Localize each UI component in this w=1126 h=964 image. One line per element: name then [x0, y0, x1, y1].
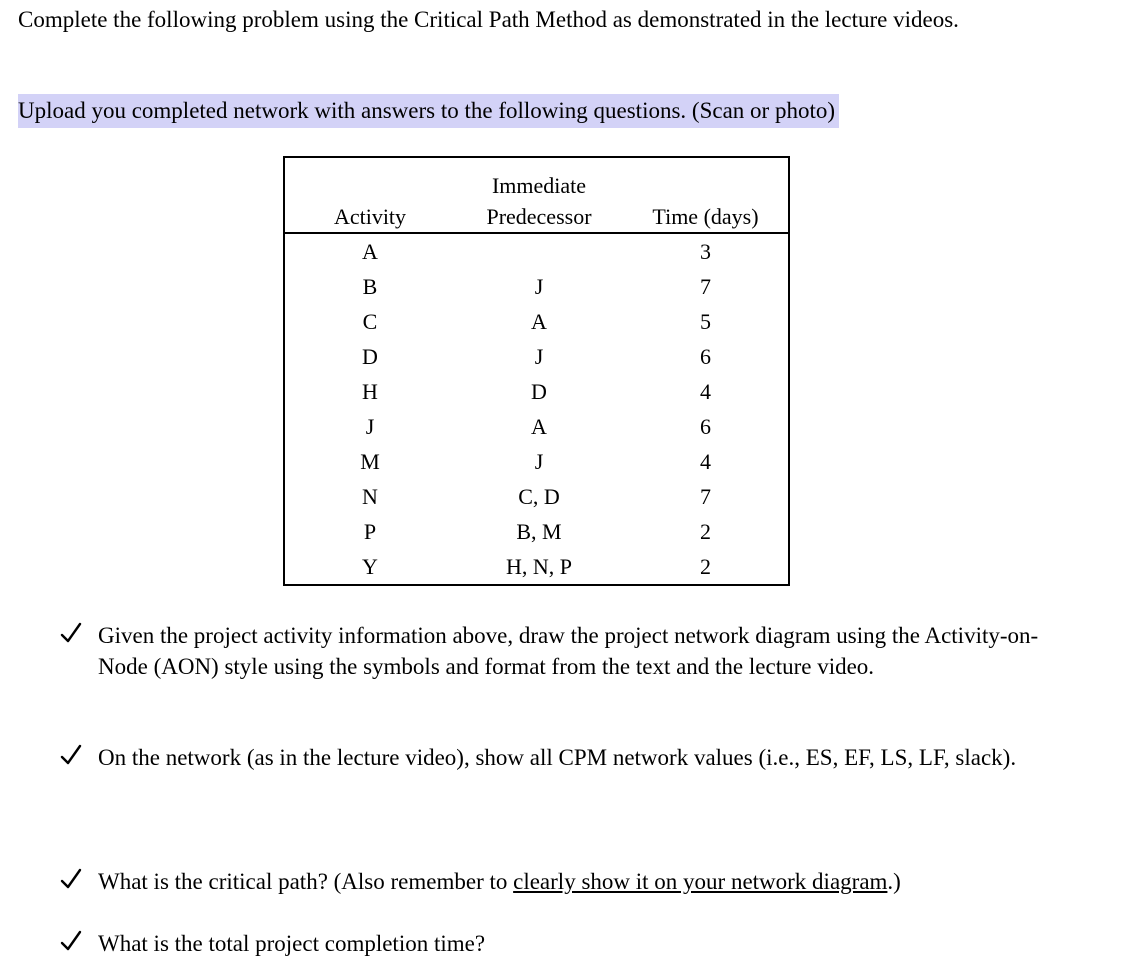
header-predecessor-line1: Immediate: [491, 173, 587, 198]
table-header-row: [285, 158, 788, 233]
cell-predecessor: C, D: [518, 484, 560, 509]
cell-predecessor: A: [531, 414, 547, 439]
header-predecessor-line2: Predecessor: [486, 204, 592, 229]
upload-instruction-highlight: Upload you completed network with answers to the following questions. (Scan or photo): [18, 94, 839, 128]
cell-predecessor: B, M: [516, 519, 562, 544]
header-predecessor: [455, 158, 623, 233]
cell-predecessor: J: [534, 449, 544, 474]
question-text-start: What is the critical path? (Also remember to: [98, 869, 514, 894]
cell-activity: A: [362, 239, 378, 264]
table-row: [285, 374, 788, 409]
cell-time: 4: [700, 379, 711, 404]
cell-activity: H: [362, 379, 378, 404]
underlined-emphasis: clearly show it on your network diagram: [513, 869, 888, 894]
question-text: On the network (as in the lecture video), show all CPM network values (i.e., ES, EF, LS, LF, slack).: [98, 745, 1017, 770]
table-row: [285, 514, 788, 549]
table-row: [285, 339, 788, 374]
cell-predecessor: [455, 233, 623, 269]
cell-predecessor: J: [534, 344, 544, 369]
question-text: [98, 866, 1058, 897]
cell-activity: B: [362, 274, 378, 299]
question-text: Given the project activity information above, draw the project network diagram using the Activity-on-Node (AON) style using the symbols and format from the text and the lecture video.: [98, 623, 1039, 679]
cell-predecessor: D: [531, 379, 547, 404]
cell-activity: D: [362, 344, 378, 369]
table-row: [285, 444, 788, 479]
cell-time: 5: [700, 309, 711, 334]
table-row: [285, 409, 788, 444]
header-activity-label: Activity: [333, 204, 407, 229]
table-row: [285, 233, 788, 269]
cell-time: 3: [700, 239, 711, 264]
cell-time: 7: [700, 274, 711, 299]
cell-time: 7: [700, 484, 711, 509]
checkmark-icon: [60, 742, 82, 768]
upload-instruction: [16, 94, 964, 128]
table-row: [285, 304, 788, 339]
question-text-end: .): [887, 869, 901, 894]
cell-time: 4: [700, 449, 711, 474]
cell-activity: C: [362, 309, 378, 334]
cell-predecessor: A: [531, 309, 547, 334]
activity-table: [283, 156, 790, 586]
header-time-label: Time (days): [652, 204, 759, 229]
cell-predecessor: H, N, P: [505, 554, 572, 579]
header-activity: [285, 158, 455, 233]
cell-time: 6: [700, 414, 711, 439]
cell-predecessor: J: [534, 274, 544, 299]
cell-time: 6: [700, 344, 711, 369]
cell-time: 2: [700, 519, 711, 544]
checkmark-icon: [60, 866, 82, 892]
table-row: [285, 549, 788, 584]
cell-activity: P: [363, 519, 377, 544]
cell-activity: J: [365, 414, 375, 439]
table-row: [285, 479, 788, 514]
table-row: [285, 269, 788, 304]
intro-text: Complete the following problem using the Critical Path Method as demonstrated in the lecture videos.: [18, 7, 959, 32]
cell-time: 2: [700, 554, 711, 579]
cell-activity: M: [360, 449, 380, 474]
question-text: What is the total project completion time?: [98, 931, 486, 956]
cell-activity: Y: [362, 554, 378, 579]
header-time: [623, 158, 788, 233]
cell-activity: N: [362, 484, 378, 509]
checkmark-icon: [60, 620, 82, 646]
activity-table-grid: [285, 158, 788, 584]
checkmark-icon: [60, 928, 82, 954]
